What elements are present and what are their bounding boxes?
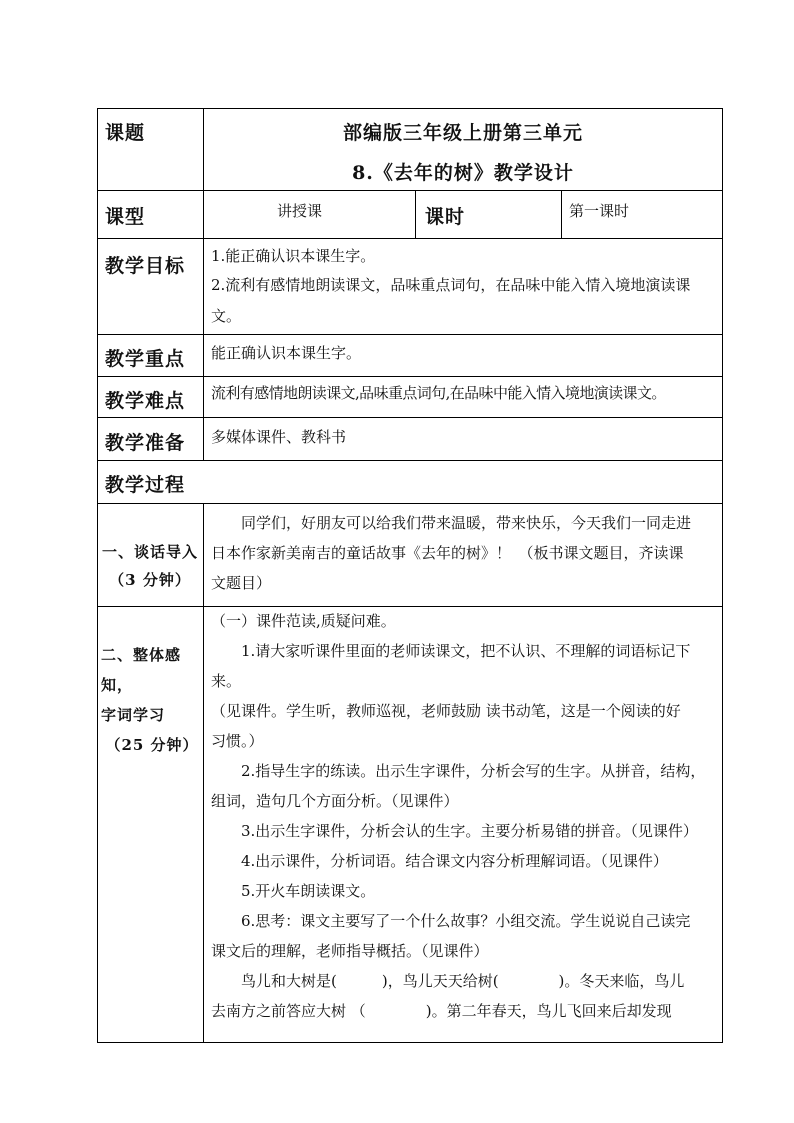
- section2-line: 5.开火车朗读课文。: [241, 882, 376, 900]
- goal-item: 1.能正确认识本课生字。: [211, 247, 376, 265]
- process-heading: 教学过程: [105, 474, 186, 496]
- section1-title: 一、谈话导入: [101, 543, 198, 561]
- section2-line: （见课件。学生听，教师巡视，老师鼓励 读书动笔，这是一个阅读的好: [211, 702, 681, 720]
- section2-duration: （25 分钟）: [105, 736, 199, 754]
- section1-line: 日本作家新美南吉的童话故事《去年的树》！ （板书课文题目，齐读课: [211, 544, 684, 562]
- section2-line: 来。: [211, 672, 242, 690]
- section2-label: [101, 640, 203, 760]
- section2-line: 6.思考：课文主要写了一个什么故事？小组交流。学生说说自己读完: [241, 912, 691, 930]
- difficulty-label: 教学难点: [105, 390, 186, 412]
- table-rule: [97, 108, 723, 109]
- title-label: 课题: [105, 122, 146, 144]
- preparation-value: 多媒体课件、教科书: [211, 428, 347, 446]
- section1-line: 文题目）: [211, 574, 272, 592]
- section2-line: 去南方之前答应大树 （ )。第二年春天，鸟儿飞回来后却发现: [211, 1002, 672, 1020]
- table-rule: [97, 238, 723, 239]
- table-rule: [97, 376, 723, 377]
- type-value: 讲授课: [277, 202, 323, 220]
- period-value: 第一课时: [569, 202, 630, 220]
- key-point-value: 能正确认识本课生字。: [211, 344, 362, 362]
- section2-line: （一）课件范读,质疑问难。: [211, 612, 396, 630]
- table-rule: [203, 503, 204, 1043]
- goal-item: 2.流利有感情地朗读课文，品味重点词句，在品味中能入情入境地演读课: [211, 276, 691, 294]
- section2-line: 3.出示生字课件，分析会认的生字。主要分析易错的拼音。（见课件）: [241, 822, 698, 840]
- section1-line: 同学们，好朋友可以给我们带来温暖，带来快乐，今天我们一同走进: [241, 514, 692, 532]
- section1-duration: （3 分钟）: [109, 571, 191, 589]
- section2-line: 习惯。）: [211, 732, 264, 750]
- type-label: 课型: [105, 206, 146, 228]
- section2-title: 二、整体感知，: [101, 646, 182, 694]
- section2-line: 4.出示课件，分析词语。结合课文内容分析理解词语。（见课件）: [241, 852, 668, 870]
- section2-line: 课文后的理解，老师指导概括。（见课件）: [211, 942, 489, 960]
- difficulty-value: 流利有感情地朗读课文,品味重点词句,在品味中能入情入境地演读课文。: [211, 384, 666, 402]
- period-label: 课时: [425, 206, 466, 228]
- lesson-title-line2: 8.《去年的树》教学设计: [352, 162, 574, 184]
- lesson-title-line1: 部编版三年级上册第三单元: [342, 122, 583, 144]
- table-rule: [97, 334, 723, 335]
- section2-subtitle: 字词学习: [101, 706, 166, 724]
- table-rule: [97, 190, 723, 191]
- preparation-label: 教学准备: [105, 432, 186, 454]
- key-point-label: 教学重点: [105, 348, 186, 370]
- table-rule: [561, 190, 562, 238]
- goal-item: 文。: [211, 307, 242, 325]
- lesson-plan-table: [97, 108, 723, 1043]
- table-rule: [415, 190, 416, 238]
- section2-line: 2.指导生字的练读。出示生字课件，分析会写的生字。从拼音，结构，: [241, 762, 706, 780]
- table-rule: [97, 460, 723, 461]
- section2-line: 鸟儿和大树是( )，鸟儿天天给树( )。冬天来临，鸟儿: [241, 972, 685, 990]
- section2-line: 1.请大家听课件里面的老师读课文，把不认识、不理解的词语标记下: [241, 642, 691, 660]
- section2-body: [211, 606, 717, 1026]
- section1-body: [211, 508, 717, 598]
- table-rule: [97, 1042, 723, 1043]
- table-rule: [97, 417, 723, 418]
- table-rule: [97, 503, 723, 504]
- goals-label: 教学目标: [105, 255, 186, 277]
- section2-line: 组词，造句几个方面分析。（见课件）: [211, 792, 459, 810]
- section1-label: [97, 538, 203, 594]
- table-rule: [722, 108, 723, 1043]
